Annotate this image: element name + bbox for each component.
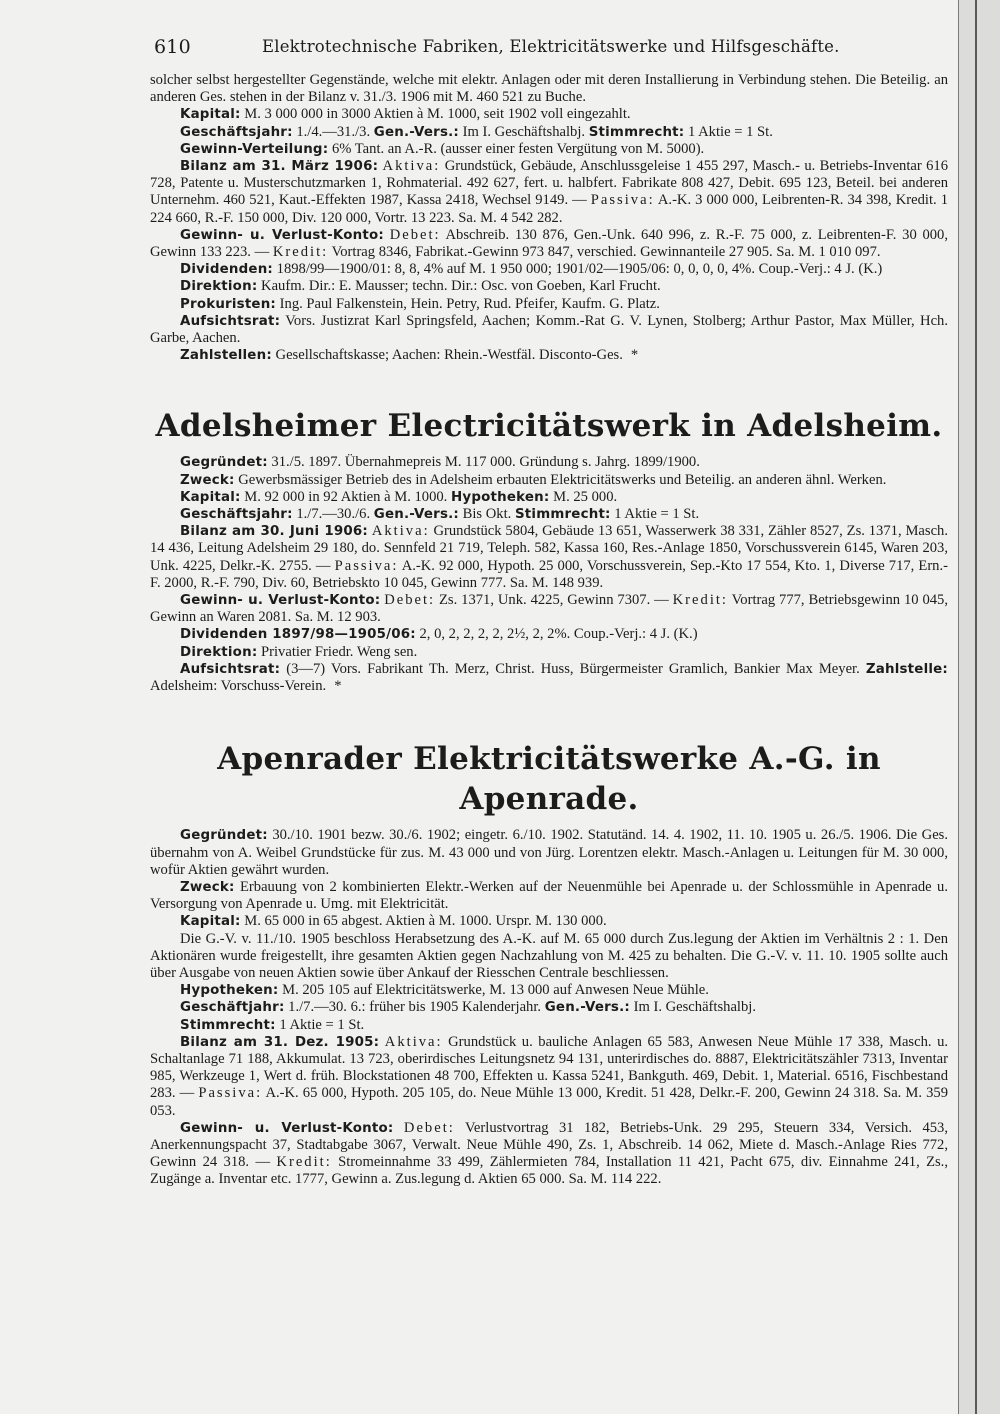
section3-bilanz: [150, 1034, 948, 1120]
section1-aufsichtsrat: [150, 313, 948, 347]
section3-zweck: [150, 879, 948, 913]
end-mark: *: [334, 678, 342, 695]
geschaeftsjahr-value: 1./7.—30./6.: [296, 506, 371, 523]
running-head: Elektrotechnische Fabriken, Elektricitätswerke und Hilfsgeschäfte.: [262, 37, 840, 56]
geschaeftsjahr-label: Geschäftsjahr:: [180, 507, 293, 523]
stimmrecht-value: 1 Aktie = 1 St.: [279, 1016, 365, 1033]
guv-label: Gewinn- u. Verlust-Konto:: [180, 593, 381, 609]
guv-kredit: Stromeinnahme 33 499, Zählermieten 784, Installation 11 421, Pacht 675, div. Einnahme 241, Zs., Zugänge a. Inventar etc. 1777, Gewinn a. Zus.legung d. Aktien 65 000. Sa. M. 114 222.: [150, 1154, 948, 1188]
bilanz-passiva: A.-K. 3 000 000, Leibrenten-R. 34 398, Kredit. 1 224 660, R.-F. 150 000, Div. 120 000, Vortr. 13 223. Sa. M. 4 542 282.: [150, 192, 948, 226]
section3-kapital: [150, 913, 948, 930]
gen-vers-value: Im I. Geschäftshalbj.: [462, 123, 586, 140]
gegruendet-label: Gegründet:: [180, 455, 268, 471]
company-title-adelsheim: Adelsheimer Electricitätswerk in Adelsheim.: [155, 408, 943, 445]
guv-debet: Zs. 1371, Unk. 4225, Gewinn 7307. —: [439, 592, 669, 609]
aufsichtsrat-label: Aufsichtsrat:: [180, 313, 281, 329]
zweck-label: Zweck:: [180, 879, 235, 895]
section1-geschaeftsjahr: [150, 124, 948, 141]
geschaeftsjahr-label: Geschäftjahr:: [180, 1000, 285, 1016]
kredit-label: Kredit:: [272, 244, 329, 261]
kredit-label: Kredit:: [672, 592, 728, 609]
zweck-value: Gewerbsmässiger Betrieb des in Adelsheim erbauten Elektricitätswerks und Beteilig. an anderen ähnl. Werken.: [238, 471, 887, 488]
prokuristen-value: Ing. Paul Falkenstein, Hein. Petry, Rud. Pfeifer, Kaufm. G. Platz.: [279, 295, 660, 312]
bilanz-passiva: A.-K. 92 000, Hypoth. 25 000, Vorschussverein, Sep.-Kto 17 554, Kto. 1, Diverse 717, Ern.-F. 2000, R.-F. 790, Div. 60, Betriebskto 10 045, Gewinn 777. Sa. M. 148 939.: [150, 557, 948, 591]
guv-debet: Verlustvortrag 31 182, Betriebs-Unk. 29 295, Steuern 334, Versich. 453, Anerkennungspacht 37, Stadtabgabe 3067, Verwalt. Neue Mühle 490, Zs. 1, Abschreib. 14 062, Miete d. Masch.-Anlage Ries 772, Gewinn 24 318. —: [150, 1119, 948, 1171]
zahlstellen-value: Gesellschaftskasse; Aachen: Rhein.-Westfäl. Disconto-Ges.: [275, 347, 623, 364]
zweck-value: Erbauung von 2 kombinierten Elektr.-Werken auf der Neuenmühle bei Apenrade u. der Schlossmühle in Apenrade u. Versorgung von Apenrade u. Umg. mit Elektricität.: [150, 878, 948, 913]
passiva-label: Passiva:: [590, 192, 655, 209]
section1-bilanz: [150, 158, 948, 227]
section3-guv: [150, 1120, 948, 1189]
company-title-apenrade: Apenrader Elektricitätswerke A.-G. in Apenrade.: [217, 741, 881, 818]
zahlstelle-value: Adelsheim: Vorschuss-Verein.: [150, 678, 327, 695]
dividenden-label: Dividenden:: [180, 262, 273, 278]
aktiva-label: Aktiva:: [382, 158, 441, 175]
section1-dividenden: [150, 261, 948, 278]
direktion-label: Direktion:: [180, 644, 258, 660]
page-number: 610: [154, 36, 191, 58]
dividenden-value: 1898/99—1900/01: 8, 8, 4% auf M. 1 950 000; 1901/02—1905/06: 0, 0, 0, 0, 4%. Coup.-Verj.: 4 J. (K.): [276, 261, 883, 278]
gewinn-verteilung-value: 6% Tant. an A.-R. (ausser einer festen Vergütung von M. 5000).: [331, 140, 705, 157]
end-mark: *: [630, 347, 639, 364]
stimmrecht-value: 1 Aktie = 1 St.: [614, 506, 700, 523]
zahlstellen-label: Zahlstellen:: [180, 348, 272, 364]
section2-kapital: [150, 489, 948, 506]
aktiva-label: Aktiva:: [371, 523, 430, 540]
kapital-label: Kapital:: [180, 914, 241, 930]
adjacent-page-edge: [958, 0, 1000, 1414]
stimmrecht-value: 1 Aktie = 1 St.: [688, 123, 773, 140]
section2-direktion: [150, 644, 948, 661]
gewinn-verteilung-label: Gewinn-Verteilung:: [180, 141, 329, 157]
gen-vers-label: Gen.-Vers.:: [373, 124, 459, 140]
debet-label: Debet:: [384, 592, 436, 609]
stimmrecht-label: Stimmrecht:: [588, 124, 685, 140]
guv-debet: Abschreib. 130 876, Gen.-Unk. 640 996, z. R.-F. 75 000, z. Leibrenten-F. 30 000, Gewinn 133 223. —: [150, 226, 948, 261]
section1-kapital: [150, 106, 948, 123]
section1-guv: [150, 227, 948, 261]
guv-kredit: Vortrag 777, Betriebsgewinn 10 045, Gewinn an Waren 2081. Sa. M. 12 903.: [150, 592, 948, 626]
dividenden-label: Dividenden 1897/98—1905/06:: [180, 627, 416, 643]
section2-dividenden: [150, 626, 948, 643]
section2-guv: [150, 592, 948, 626]
gegruendet-value: 30./10. 1901 bezw. 30./6. 1902; eingetr. 6./10. 1902. Statutänd. 14. 4. 1902, 11. 10. 1905 u. 26./5. 1906. Die Ges. übernahm von A. Weibel Grundstücke für zus. M. 43 000 und von Jürg. Lorentzen elektr. Masch.-Anlagen u. Leitungen für M. 30 000, wofür Aktien gewährt wurden.: [150, 827, 949, 878]
bilanz-label: Bilanz am 31. März 1906:: [180, 159, 379, 175]
kredit-label: Kredit:: [276, 1154, 332, 1171]
hypotheken-value: M. 205 105 auf Elektricitätswerke, M. 13 000 auf Anwesen Neue Mühle.: [282, 982, 709, 999]
debet-label: Debet:: [389, 226, 441, 243]
gen-vers-value: Bis Okt.: [462, 506, 512, 523]
section2-bilanz: [150, 523, 948, 592]
section2-zweck: [150, 472, 948, 489]
bilanz-label: Bilanz am 30. Juni 1906:: [180, 524, 368, 540]
aktiva-label: Aktiva:: [384, 1033, 443, 1050]
geschaeftsjahr-value: 1./7.—30. 6.: früher bis 1905 Kalenderjahr.: [288, 999, 542, 1016]
geschaeftsjahr-label: Geschäftsjahr:: [180, 124, 293, 140]
guv-label: Gewinn- u. Verlust-Konto:: [180, 1120, 394, 1136]
bilanz-passiva: A.-K. 65 000, Hypoth. 205 105, do. Neue Mühle 13 000, Kredit. 51 428, Delkr.-F. 200, Gewinn 24 318. Sa. M. 359 053.: [150, 1085, 949, 1119]
direktion-label: Direktion:: [180, 279, 258, 295]
kapital-value: M. 92 000 in 92 Aktien à M. 1000.: [244, 488, 448, 505]
direktion-value: Privatier Friedr. Weng sen.: [261, 643, 418, 660]
section2-aufsichtsrat: [150, 661, 948, 695]
bilanz-aktiva: Grundstück u. bauliche Anlagen 65 583, Anwesen Neue Mühle 17 338, Masch. u. Schaltanlage 71 188, Akkumulat. 13 723, oberirdisches Leitungsnetz 94 131, unterirdisches do. 8887, Elektricitätszähler 7313, Inventar 985, Werkzeuge 1, Wert d. früh. Blockstationen 48 700, Effekten u. Kassa 5241, Bankguth. 469, Debit. 1, Material. 6516, Fischbestand 283. —: [150, 1033, 949, 1102]
guv-label: Gewinn- u. Verlust-Konto:: [180, 227, 384, 243]
gegruendet-label: Gegründet:: [180, 828, 268, 844]
kapital-label: Kapital:: [180, 107, 241, 123]
bilanz-aktiva: Grundstück 5804, Gebäude 13 651, Wasserwerk 38 331, Zähler 8527, Zs. 1371, Masch. 14 436, Leitung Adelsheim 29 180, do. Sennfeld 21 719, Teleph. 582, Kassa 160, Res.-Anlage 1850, Vorschussverein 6145, Waren 203, Unk. 4225, Delkr.-K. 2755. —: [150, 523, 948, 574]
section3-kapital-note: Die G.-V. v. 11./10. 1905 beschloss Herabsetzung des A.-K. auf M. 65 000 durch Zus.legung der Aktien im Verhältnis 2 : 1. Den Aktionären wurde freigestellt, ihre gesamten Aktien gegen Nachzahlung von M. 425 zu behalten. Die G.-V. v. 11. 10. 1905 sollte auch über Ausgabe von neuen Aktien sowie über Ankauf der Riesschen Centrale beschliessen.: [150, 930, 948, 981]
hypotheken-value: M. 25 000.: [553, 488, 618, 505]
guv-kredit: Vortrag 8346, Fabrikat.-Gewinn 973 847, verschied. Gewinnanteile 27 905. Sa. M. 1 010 097.: [331, 244, 881, 261]
hypotheken-label: Hypotheken:: [180, 983, 279, 999]
gen-vers-value: Im I. Geschäftshalbj.: [633, 999, 756, 1016]
section1-zahlstellen: [150, 347, 948, 364]
section2-gegruendet: [150, 454, 948, 471]
dividenden-value: 2, 0, 2, 2, 2, 2, 2½, 2, 2%. Coup.-Verj.: 4 J. (K.): [419, 626, 698, 643]
passiva-label: Passiva:: [198, 1085, 263, 1102]
gegruendet-value: 31./5. 1897. Übernahmepreis M. 117 000. Gründung s. Jahrg. 1899/1900.: [271, 454, 700, 471]
section3-stimmrecht: [150, 1017, 948, 1034]
gen-vers-label: Gen.-Vers.:: [544, 1000, 630, 1016]
aufsichtsrat-label: Aufsichtsrat:: [180, 661, 281, 677]
section1-prokuristen: [150, 296, 948, 313]
section3-geschaeftsjahr: [150, 999, 948, 1016]
geschaeftsjahr-value: 1./4.—31./3.: [296, 123, 371, 140]
passiva-label: Passiva:: [334, 557, 399, 574]
bilanz-label: Bilanz am 31. Dez. 1905:: [180, 1034, 380, 1050]
kapital-value: M. 3 000 000 in 3000 Aktien à M. 1000, seit 1902 voll eingezahlt.: [244, 106, 631, 123]
page-header: [150, 36, 950, 64]
stimmrecht-label: Stimmrecht:: [180, 1017, 276, 1033]
page-content: [150, 72, 948, 1189]
stimmrecht-label: Stimmrecht:: [514, 507, 611, 523]
bilanz-aktiva: Grundstück, Gebäude, Anschlussgeleise 1 455 297, Masch.- u. Betriebs-Inventar 616 728, Patente u. Musterschutzmarken 1, Rohmaterial. 492 627, fert. u. halbfert. Fabrikate 808 427, Debit. 695 123, Beteil. bei anderen Unternehm. 460 521, Kaut.-Effekten 1987, Kassa 2418, Wechsel 9149. —: [150, 158, 949, 209]
section1-gewinn-verteilung: [150, 141, 948, 158]
direktion-value: Kaufm. Dir.: E. Mausser; techn. Dir.: Osc. von Goeben, Karl Frucht.: [261, 278, 661, 295]
section1-direktion: [150, 278, 948, 295]
prokuristen-label: Prokuristen:: [180, 296, 276, 312]
kapital-label: Kapital:: [180, 489, 241, 505]
gen-vers-label: Gen.-Vers.:: [373, 507, 459, 523]
debet-label: Debet:: [403, 1119, 455, 1136]
aufsichtsrat-value: (3—7) Vors. Fabrikant Th. Merz, Christ. Huss, Bürgermeister Gramlich, Bankier Max Meyer.: [286, 660, 860, 677]
hypotheken-label: Hypotheken:: [450, 489, 550, 505]
zahlstelle-label: Zahlstelle:: [865, 661, 948, 677]
section1-intro: solcher selbst hergestellter Gegenstände, welche mit elektr. Anlagen oder mit deren Installierung in Verbindung stehen. Die Beteilig. an anderen Ges. stehen in der Bilanz v. 31./3. 1906 mit M. 460 521 zu Buche.: [150, 72, 948, 106]
zweck-label: Zweck:: [180, 472, 235, 488]
section2-geschaeftsjahr: [150, 506, 948, 523]
aufsichtsrat-value: Vors. Justizrat Karl Springsfeld, Aachen; Komm.-Rat G. V. Lynen, Stolberg; Arthur Pastor, Max Müller, Hch. Garbe, Aachen.: [150, 312, 948, 347]
section3-hypotheken: [150, 982, 948, 999]
section3-gegruendet: [150, 827, 948, 879]
kapital-value: M. 65 000 in 65 abgest. Aktien à M. 1000. Urspr. M. 130 000.: [244, 913, 607, 930]
